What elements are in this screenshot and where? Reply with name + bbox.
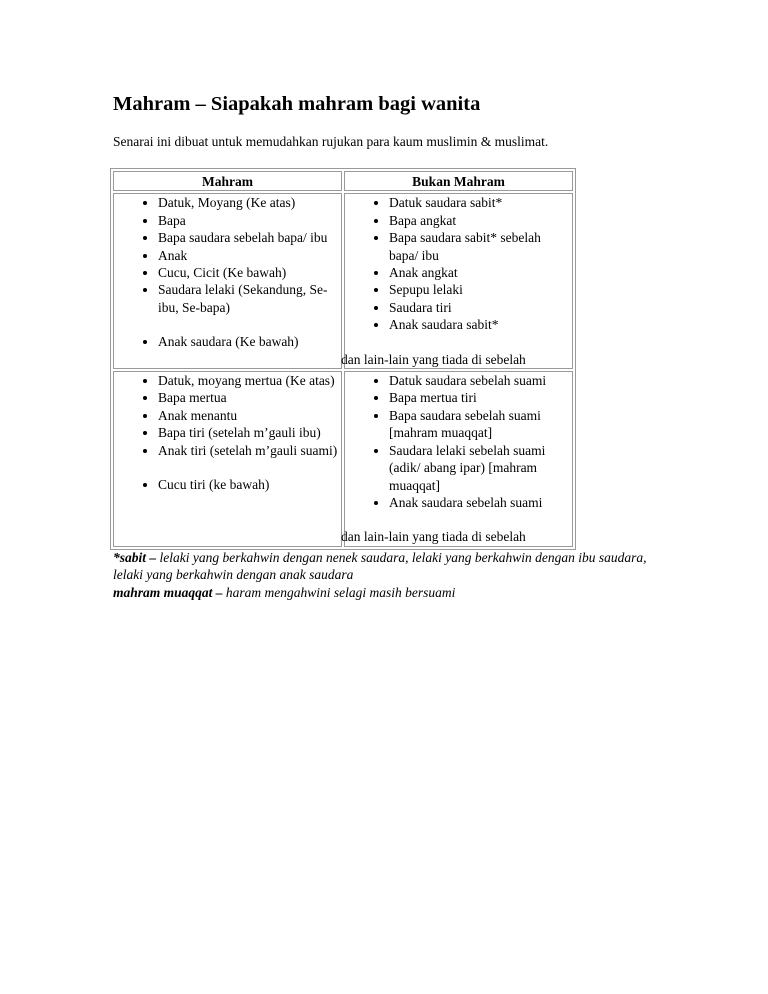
footnote-text: haram mengahwini selagi masih bersuami [222, 584, 456, 600]
bukan-mahram-list-1 [345, 194, 572, 333]
list-item: • Saudara lelaki sebelah suami (adik/ abang ipar) [mahram muaqqat] [389, 442, 572, 494]
bukan-mahram-list-2 [345, 372, 572, 511]
list-item: • Saudara tiri [389, 299, 572, 316]
cell-tail-text: dan lain-lain yang tiada di sebelah [341, 529, 526, 545]
footnotes [113, 549, 673, 602]
footnote-sabit [113, 549, 673, 584]
mahram-list-1 [114, 194, 341, 350]
list-item: • Cucu tiri (ke bawah) [158, 476, 341, 493]
list-item: • Bapa saudara sebelah bapa/ ibu [158, 229, 341, 246]
list-item: • Bapa saudara sebelah suami [mahram muaqqat] [389, 407, 572, 442]
page-title: Mahram – Siapakah mahram bagi wanita [113, 93, 481, 115]
list-item: • Bapa [158, 212, 341, 229]
cell-tail-text: dan lain-lain yang tiada di sebelah [341, 351, 526, 367]
list-item: • Bapa mertua [158, 389, 341, 406]
list-item: • Bapa saudara sabit* sebelah bapa/ ibu [389, 229, 572, 264]
cell-bukan-mahram-2 [341, 371, 573, 547]
table-row [113, 371, 573, 547]
list-item: • Anak tiri (setelah m’gauli suami) [158, 442, 341, 459]
list-item: • Saudara lelaki (Sekandung, Se-ibu, Se-bapa) [158, 281, 341, 316]
list-item: • Bapa tiri (setelah m’gauli ibu) [158, 424, 341, 441]
list-item: • Anak menantu [158, 407, 341, 424]
footnote-text: lelaki yang berkahwin dengan nenek saudara, lelaki yang berkahwin dengan ibu saudara, lelaki yang berkahwin dengan anak saudara [113, 549, 647, 583]
header-mahram: Mahram [113, 171, 342, 191]
list-item: • Bapa angkat [389, 212, 572, 229]
footnote-term: *sabit – [113, 549, 157, 565]
cell-mahram-2 [113, 371, 342, 547]
mahram-table [110, 168, 576, 550]
header-bukan-mahram: Bukan Mahram [344, 171, 573, 191]
document-page [113, 92, 673, 601]
list-item: • Datuk saudara sebelah suami [389, 372, 572, 389]
cell-bukan-mahram-1 [341, 193, 573, 369]
list-item: • Anak saudara sabit* [389, 316, 572, 333]
list-item: • Datuk saudara sabit* [389, 194, 572, 211]
table-header-row [113, 171, 573, 191]
intro-text: Senarai ini dibuat untuk memudahkan rujukan para kaum muslimin & muslimat. [113, 134, 549, 149]
list-item: • Sepupu lelaki [389, 281, 572, 298]
list-item: • Bapa mertua tiri [389, 389, 572, 406]
mahram-list-2 [114, 372, 341, 493]
list-item: • Datuk, Moyang (Ke atas) [158, 194, 341, 211]
table-row [113, 193, 573, 369]
footnote-term: mahram muaqqat – [113, 584, 223, 600]
list-item: • Anak angkat [389, 264, 572, 281]
list-item: • Datuk, moyang mertua (Ke atas) [158, 372, 341, 389]
cell-mahram-1 [113, 193, 342, 369]
list-item: • Anak saudara (Ke bawah) [158, 333, 341, 350]
footnote-muaqqat [113, 584, 673, 602]
list-item: • Anak saudara sebelah suami [389, 494, 572, 511]
list-item: • Anak [158, 247, 341, 264]
list-item: • Cucu, Cicit (Ke bawah) [158, 264, 341, 281]
